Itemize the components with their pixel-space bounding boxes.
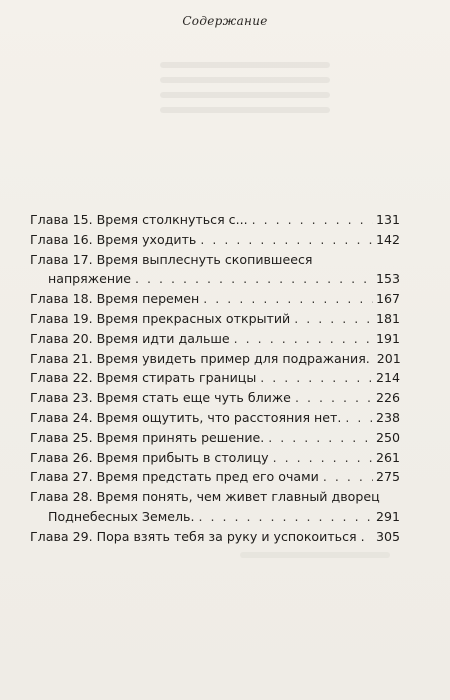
dot-leader [273, 448, 373, 468]
toc-entry-title: Поднебесных Земель. [48, 508, 195, 524]
toc-entry-page: 191 [375, 330, 400, 346]
dot-leader [295, 388, 373, 408]
toc-entry-page: 214 [375, 370, 400, 386]
toc-entry-page: 275 [375, 469, 400, 485]
toc-entry-page: 181 [375, 310, 400, 326]
toc-entry [30, 329, 400, 349]
toc-entry [30, 210, 400, 230]
dot-leader [234, 329, 373, 349]
toc-entry-page: 250 [375, 429, 400, 445]
toc-entry [30, 309, 400, 329]
toc-entry-page: 305 [375, 528, 400, 544]
toc-entry-title: Глава 17. Время выплеснуть скопившееся [30, 251, 313, 267]
toc-entry [30, 448, 400, 468]
toc-entry-title: Глава 25. Время принять решение. [30, 429, 265, 445]
toc-entry-title: Глава 20. Время идти дальше [30, 330, 230, 346]
toc-entry [30, 388, 400, 408]
toc-entry-title: Глава 28. Время понять, чем живет главный дворец [30, 489, 380, 505]
toc-entry-continuation [30, 507, 400, 527]
toc-entry [30, 527, 400, 547]
toc-entry-title: напряжение [48, 271, 132, 287]
toc-entry [30, 289, 400, 309]
toc-entry [30, 487, 400, 507]
dot-leader [294, 309, 373, 329]
toc-entry-page: 131 [375, 212, 400, 227]
toc-entry-title: Глава 24. Время ощутить, что расстояния нет. [30, 409, 342, 425]
toc-entry-page: 238 [375, 409, 400, 425]
toc-entry-page: 226 [375, 390, 400, 406]
toc-entry [30, 368, 400, 388]
toc-entry [30, 428, 400, 448]
toc-entry-title: Глава 23. Время стать еще чуть ближе [30, 390, 291, 406]
dot-leader [345, 408, 373, 428]
toc-entry-title: Глава 21. Время увидеть пример для подражания. [30, 350, 370, 366]
show-through-text [240, 552, 390, 558]
show-through-text [160, 62, 330, 120]
toc-entry [30, 349, 400, 369]
running-header: Содержание [182, 14, 268, 28]
toc-entry-title: Глава 27. Время предстать пред его очами [30, 469, 319, 485]
toc-entry-title: Глава 26. Время прибыть в столицу [30, 449, 269, 465]
table-of-contents [30, 210, 400, 547]
dot-leader [200, 230, 373, 250]
toc-entry-page: 167 [375, 291, 400, 307]
toc-entry [30, 467, 400, 487]
toc-entry [30, 250, 400, 270]
toc-entry-page: 153 [375, 271, 400, 287]
toc-entry-page: 291 [375, 508, 400, 524]
toc-entry [30, 408, 400, 428]
dot-leader [323, 467, 373, 487]
toc-entry-page: 261 [375, 449, 400, 465]
toc-entry-page: 201 [376, 350, 401, 366]
toc-entry-title: Глава 16. Время уходить [30, 231, 197, 247]
dot-leader [135, 269, 373, 289]
dot-leader [252, 210, 373, 230]
toc-entry-title: Глава 18. Время перемен [30, 291, 200, 307]
toc-entry-continuation [30, 269, 400, 289]
dot-leader [260, 368, 373, 388]
toc-entry-title: Глава 29. Пора взять тебя за руку и успокоиться . [30, 528, 365, 544]
toc-entry-title: Глава 19. Время прекрасных открытий [30, 310, 291, 326]
toc-entry-page: 142 [375, 231, 400, 247]
toc-entry-title: Глава 15. Время столкнуться с... [30, 212, 248, 227]
toc-entry-title: Глава 22. Время стирать границы [30, 370, 257, 386]
dot-leader [203, 289, 373, 309]
dot-leader [268, 428, 373, 448]
dot-leader [198, 507, 372, 527]
toc-entry [30, 230, 400, 250]
